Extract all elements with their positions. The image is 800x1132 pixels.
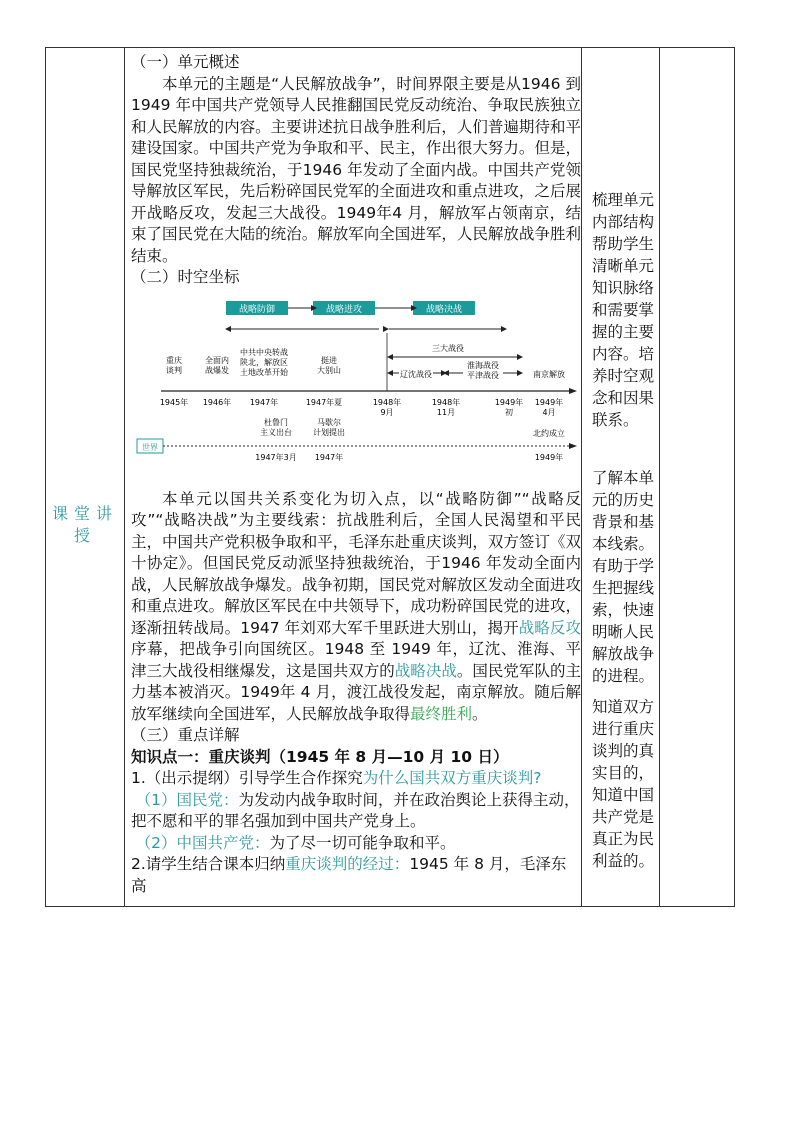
date-1947: 1947年 [249, 397, 279, 407]
question-2-highlight: 重庆谈判的经过： [285, 855, 410, 873]
date-1946: 1946年 [202, 397, 232, 407]
event-ccp-label [240, 347, 289, 377]
event-liaoshen: 辽沈战役 [400, 369, 432, 379]
date-1948-11: 1948年 11月 [431, 397, 461, 417]
design-intent-2: 了解本单元的历史背景和基本线索。有助于学生把握线索，快速明晰人民解放战争的进程。 [592, 469, 655, 685]
ccp-label: （2）中国共产党： [135, 833, 270, 852]
question-2: 2.请学生结合课本归纳重庆谈判的经过：1945 年 8 月，毛泽东高 [131, 855, 567, 895]
ccp-reason: （2）中国共产党：为了尽一切可能争取和平。 [135, 833, 456, 852]
event-pingjin: 平津战役 [467, 370, 499, 380]
timeline-diagram [131, 293, 581, 479]
phase-offense: 战略进攻 [325, 304, 363, 315]
ccp-line-3: 土地改革开始 [240, 367, 288, 377]
kmt-label: （1）国民党： [135, 790, 239, 809]
category-label: 课堂讲授 [51, 504, 118, 545]
event-civil-war: 全面内战爆发 [205, 355, 229, 375]
world-marshall: 马歇尔计划提出 [313, 417, 345, 437]
column-divider [581, 48, 582, 906]
ccp-line-1: 中共中央转战 [240, 347, 288, 357]
highlight-strategic-counteroffensive: 战略反攻 [518, 618, 581, 637]
world-truman: 杜鲁门主义出台 [260, 417, 292, 437]
world-label: 世界 [142, 442, 158, 452]
event-huaihai: 淮海战役 [467, 360, 499, 370]
date-1947-summer: 1947年夏 [305, 397, 343, 407]
design-intent-3: 知道双方进行重庆谈判的真实目的，知道中国共产党是真正为民利益的。 [592, 698, 655, 870]
date-1948-9: 1948年 9月 [372, 397, 402, 417]
big3-label: 三大战役 [432, 343, 464, 353]
question-1-highlight: 为什么国共双方重庆谈判? [362, 769, 542, 787]
kmt-reason: （1）国民党：为发动内战争取时间，并在政治舆论上获得主动，把不愿和平的罪名强加到中国共产党身上。 [131, 790, 580, 830]
world-date-1947-3: 1947年3月 [255, 452, 297, 462]
section-title-overview: （一）单元概述 [131, 53, 240, 71]
overview-paragraph: 本单元的主题是“人民解放战争”，时间界限主要是从1946 到1949 年中国共产党领导人民推翻国民党反动统治、争取民族独立和人民解放的内容。主要讲述抗日战争胜利后，人们普遍期待和平建设国家。中国共产党为争取和平、民主，作出很大努力。但是，国民党坚持独裁统治，于1946 年发动了全面内战。中国共产党领导解放区军民，先后粉碎国民党军的全面进攻和重点进攻，之后展开战略反攻，发起三大战役。1949年4 月，解放军占领南京，结束了国民党在大陆的统治。解放军向全国进军，人民解放战争胜利结束。 [131, 74, 581, 265]
teaching-content [131, 52, 581, 897]
section-title-details: （三）重点详解 [131, 726, 240, 744]
event-chongqing: 重庆谈判 [166, 355, 182, 375]
date-1949-4: 1949年 4月 [534, 397, 564, 417]
section-title-coordinates: （二）时空坐标 [131, 268, 240, 286]
knowledge-point-1-title: 知识点一：重庆谈判（1945 年 8 月—10 月 10 日） [131, 747, 509, 766]
ccp-line-2: 陕北，解放区 [240, 357, 288, 367]
column-divider [124, 48, 125, 906]
highlight-final-victory: 最终胜利 [410, 704, 473, 723]
date-1945: 1945年 [159, 397, 189, 407]
phase-defense: 战略防御 [238, 304, 276, 315]
world-nato: 北约成立 [533, 428, 565, 438]
world-date-1949: 1949年 [534, 452, 564, 462]
world-date-1947: 1947年 [314, 452, 344, 462]
highlight-strategic-decisive: 战略决战 [394, 661, 457, 680]
question-1: 1.（出示提纲）引导学生合作探究为什么国共双方重庆谈判? [131, 769, 542, 787]
date-1949-early: 1949年初 [494, 397, 524, 417]
event-nanjing: 南京解放 [533, 369, 565, 379]
design-intent-1: 梳理单元内部结构帮助学生清晰单元知识脉络和需要掌握的主要内容。培养时空观念和因果联系。 [592, 191, 655, 429]
clue-paragraph: 本单元以国共关系变化为切入点，以“战略防御”“战略反攻”“战略决战”为主要线索：抗战胜利后，全国人民渴望和平民主，中国共产党积极争取和平，毛泽东赴重庆谈判，双方签订《双十协定》。但国民党反动派坚持独裁统治，于1946 年发动全面内战，人民解放战争爆发。战争初期，国民党对解放区发动全面进攻和重点进攻。解放区军民在中共领导下，成功粉碎国民党的进攻，逐渐扭转战局。1947 年刘邓大军千里跃进大别山，揭开战略反攻序幕，把战争引向国统区。1948 至 1949 年，辽沈、淮海、平津三大战役相继爆发，这是国共双方的战略决战。国民党军队的主力基本被消灭。1949年 4 月，渡江战役发起，南京解放。随后解放军继续向全国进军，人民解放战争取得最终胜利。 [131, 489, 581, 723]
phase-decisive: 战略决战 [425, 304, 463, 315]
event-dabieshan: 挺进大别山 [317, 355, 341, 375]
lesson-table [45, 47, 735, 907]
